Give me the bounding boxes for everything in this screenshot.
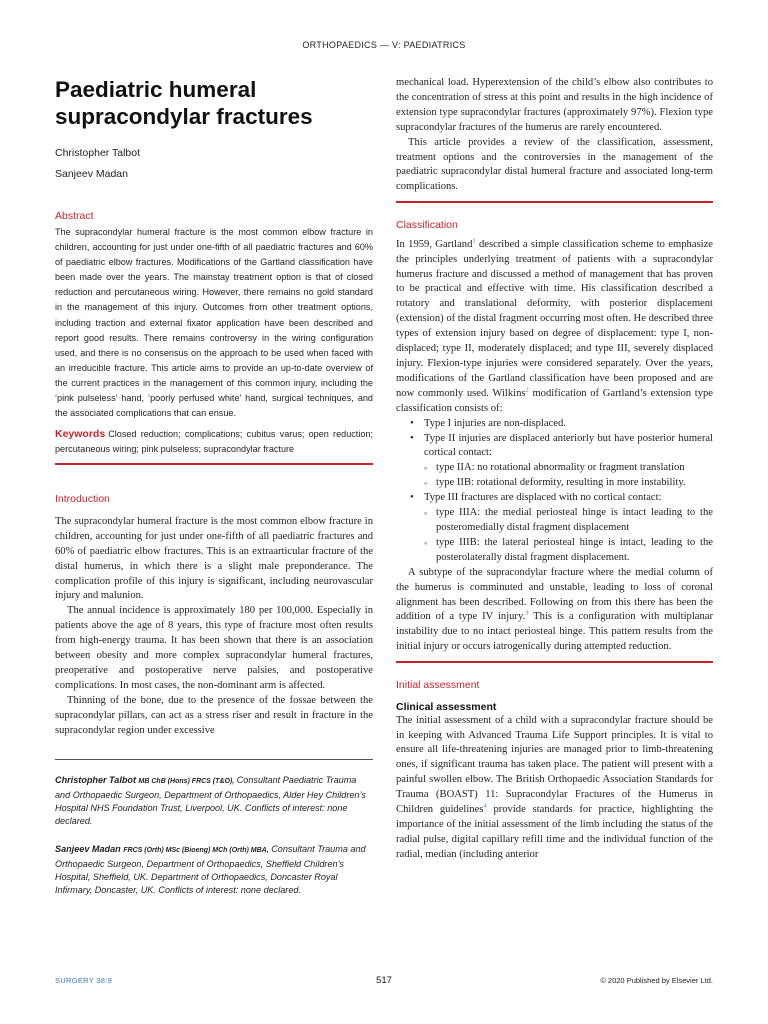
right-column bbox=[396, 76, 713, 863]
reference-link-2[interactable]: 2 bbox=[525, 386, 529, 394]
sub-list bbox=[424, 461, 713, 491]
classification-list bbox=[410, 417, 713, 566]
abstract-rule bbox=[55, 463, 373, 465]
running-head: ORTHOPAEDICS — V: PAEDIATRICS bbox=[302, 40, 466, 50]
classification-heading: Classification bbox=[396, 218, 458, 231]
author-note-1-desc: Consultant Paediatric Trauma and Orthopaedic Surgeon, Department of Orthopaedics, Alder Hey Children’s Hospital NHS Foundation Trust, Liverpool, UK. Conflicts of interest: none declared. bbox=[55, 775, 366, 827]
author-2: Sanjeev Madan bbox=[55, 168, 128, 180]
keywords-label: Keywords bbox=[55, 428, 106, 441]
classification-rule bbox=[396, 201, 713, 203]
reference-link-3[interactable]: 3 bbox=[525, 609, 529, 617]
author-note-2 bbox=[55, 843, 373, 897]
article-title bbox=[55, 76, 373, 130]
right-intro-paragraph-2: This article provides a review of the classification, assessment, treatment options and the controversies in the management of the paediatric supracondylar distal humeral fracture and associated long-term complications. bbox=[396, 136, 713, 193]
classification-p2-part-a: A subtype of the supracondylar fracture where the medial column of the humerus is comminuted and unstable, leading to loss of coronal alignment has been described. Following on from this there has been the addition of a type IV injury. bbox=[396, 566, 713, 623]
classification-paragraph-1 bbox=[396, 238, 713, 417]
journal-citation: SURGERY 38:9 bbox=[55, 976, 113, 985]
footnote-rule bbox=[55, 759, 373, 760]
author-1: Christopher Talbot bbox=[55, 147, 141, 159]
introduction-heading: Introduction bbox=[55, 492, 110, 505]
sub-list-item: ◦ type IIIA: the medial periosteal hinge is intact leading to the posteromedially distal fragment displacement bbox=[424, 506, 713, 536]
page-footer bbox=[55, 976, 713, 990]
abstract-heading: Abstract bbox=[55, 210, 94, 222]
author-note-1-quals: MB ChB (Hons) FRCS (T&O), bbox=[138, 778, 235, 786]
author-note-2-name: Sanjeev Madan bbox=[55, 843, 121, 854]
sub-list-item: ◦ type IIIB: the lateral periosteal hinge is intact, leading to the posterolaterally distal fragment displacement. bbox=[424, 536, 713, 566]
assessment-p1-part-b: provide standards for practice, highlighting the importance of the initial assessment of the limb including the status of the radial pulse, digital capillary refill time and the individual function of the radial, median (including anterior bbox=[396, 804, 713, 860]
list-item bbox=[410, 491, 713, 566]
title-line-1: Paediatric humeral bbox=[55, 77, 257, 102]
list-item-text: Type III fractures are displaced with no cortical contact: bbox=[424, 492, 662, 504]
list-item: • Type I injuries are non-displaced. bbox=[410, 417, 713, 432]
initial-assessment-heading: Initial assessment bbox=[396, 678, 480, 691]
keywords-text: Closed reduction; complications; cubitus varus; open reduction; percutaneous wiring; pink pulseless; supracondylar fracture bbox=[55, 429, 373, 455]
classification-p1-part-a: In 1959, Gartland bbox=[396, 238, 473, 250]
right-intro-paragraph-1: mechanical load. Hyperextension of the child’s elbow also contributes to the concentration of stress at this point and results in the high incidence of extension type supracondylar fractures (approximately 97%). Flexion type supracondylar fractures of the humerus are rarely encountered. bbox=[396, 77, 713, 133]
author-note-2-desc: Consultant Trauma and Orthopaedic Surgeon, Department of Orthopaedics, Sheffield Children’s Hospital, Sheffield, UK. Department of Orthopaedics, Doncaster Royal Infirmary, Doncaster, UK. Conflicts of interest: none declared. bbox=[55, 843, 366, 895]
reference-link-1[interactable]: 1 bbox=[472, 237, 476, 245]
author-note-1 bbox=[55, 774, 373, 828]
list-item bbox=[410, 432, 713, 492]
sub-list-item: ◦ type IIB: rotational deformity, resulting in more instability. bbox=[424, 476, 713, 491]
copyright-notice: © 2020 Published by Elsevier Ltd. bbox=[600, 976, 713, 985]
sub-list-item: ◦ type IIA: no rotational abnormality or fragment translation bbox=[424, 461, 713, 476]
assessment-p1-part-a: The initial assessment of a child with a supracondylar fracture should be in keeping with Advanced Trauma Life Support principles. It is vital to ensure all life-threatening injuries are managed prior to limb-threatening ones, if significant trauma has taken place. The patient will present with a painful swollen elbow. The British Orthopaedic Association Standards for Trauma (BOAST) 11: Supracondylar Fractures of the Humerus in Children guidelines bbox=[396, 714, 713, 816]
classification-paragraph-2 bbox=[396, 566, 713, 655]
left-column bbox=[55, 76, 373, 897]
intro-paragraph-1: The supracondylar humeral fracture is the most common elbow fracture in children, accounting for just under one-fifth of all paediatric fractures and 60% of paediatric elbow fractures. This is an extraarticular fracture of the distal humerus, in which there is a slight male preponderance. The complication profile of this injury is significant, including neurovascular injury and malunion. bbox=[55, 515, 373, 602]
page-number: 517 bbox=[376, 975, 392, 986]
list-item-text: Type II injuries are displaced anteriorly but have posterior humeral cortical contact: bbox=[424, 432, 713, 459]
sub-list bbox=[424, 506, 713, 566]
clinical-assessment-heading: Clinical assessment bbox=[396, 700, 497, 713]
classification-p1-part-c: modification of Gartland’s extension type classification consists of: bbox=[396, 387, 713, 414]
title-line-2: supracondylar fractures bbox=[55, 104, 313, 129]
abstract-text: The supracondylar humeral fracture is the most common elbow fracture in children, accounting for just under one-fifth of all paediatric fractures and 60% of paediatric elbow fractures. Modifications of the Gartland classification have been made over the years. The mainstay treatment option is that of closed reduction and percutaneous wiring. However, there remains no gold standard in the management of this injury. Outcomes from other treatment options, including traction and external fixator application have been described and report good results. There remains controversy in the wiring configuration used, and there is no consensus on the approach to be used when faced with an irreducible fracture. This article aims to provide an up-to-date overview of the current practices in the management of this common injury, including the ‘pink pulseless’ hand, ‘poorly perfused white’ hand, surgical techniques, and the associated complications that can ensue. bbox=[55, 227, 373, 419]
intro-paragraph-2: The annual incidence is approximately 180 per 100,000. Especially in patients above the age of 8 years, this type of fracture most often results from high-energy trauma. It has been shown that there is an association between obesity and more complex supracondylar humeral fractures, preoperative and postoperative nerve palsies, and postoperative complications. In most cases, the non-dominant arm is affected. bbox=[55, 605, 373, 691]
intro-paragraph-3: Thinning of the bone, due to the presence of the fossae between the supracondylar pillars, can act as a stress riser and result in fracture in the supracondylar region under excessive bbox=[55, 694, 373, 736]
assessment-rule bbox=[396, 661, 713, 663]
assessment-paragraph-1 bbox=[396, 714, 713, 863]
author-note-1-name: Christopher Talbot bbox=[55, 775, 136, 786]
classification-p1-part-b: described a simple classification scheme to emphasize the principles underlying treatment of patients with a supracondylar humerus fracture and discussed a method of management that has proven to be practical and effective with time. His classification described a rotatory and translational deformity, with posterior displacement (extension) of the distal fragment occurring most often. He described three types of extension injury based on degree of displacement: type I, non-displaced; type II, moderately displaced; and type III, severely displaced injury. Flexion-type injuries were considered separately. Over the years, modifications of the Gartland classification have been proposed and are now commonly used. Wilkins bbox=[396, 238, 714, 399]
keywords bbox=[55, 427, 373, 457]
reference-link-4[interactable]: 4 bbox=[483, 802, 487, 810]
classification-p2-part-b: This is a configuration with multiplanar instability due to no intact periosteal hinge. This pattern results from the initial injury or occurs iatrogenically during attempted reduction. bbox=[396, 611, 713, 653]
author-note-2-quals: FRCS (Orth) MSc (Bioeng) MCh (Orth) MBA, bbox=[123, 846, 269, 854]
